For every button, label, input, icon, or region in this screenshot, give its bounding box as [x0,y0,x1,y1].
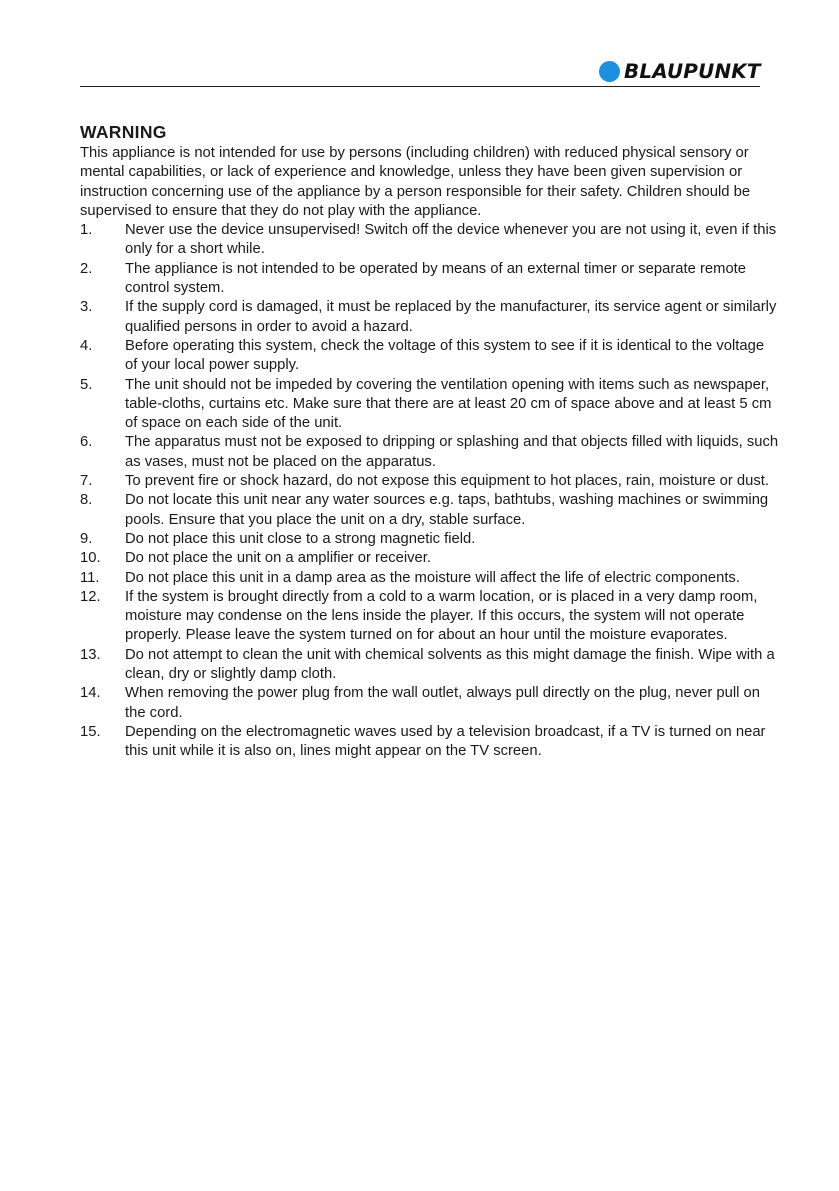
item-text: Do not place the unit on a amplifier or receiver. [125,550,431,567]
list-item [80,491,780,530]
item-text: Do not locate this unit near any water sources e.g. taps, bathtubs, washing machines or swimming pools. Ensure that you place the unit on a dry, stable surface. [125,492,769,528]
item-number: 6. [80,434,93,451]
item-text: Depending on the electromagnetic waves used by a television broadcast, if a TV is turned on near this unit while it is also on, lines might appear on the TV screen. [125,723,766,760]
list-item [80,684,780,723]
page-header [80,54,760,86]
item-number: 5. [80,376,93,393]
item-number: 7. [80,473,93,490]
item-text: The unit should not be impeded by covering the ventilation opening with items such as newspaper, table-cloths, curtains etc. Make sure that there are at least 20 cm of space above and at least 5 cm of space on each side of the unit. [125,376,772,432]
warning-heading: WARNING [80,122,167,142]
list-item [80,549,780,568]
item-text: When removing the power plug from the wall outlet, always pull directly on the plug, never pull on the cord. [125,685,760,721]
item-text: The apparatus must not be exposed to dripping or splashing and that objects filled with liquids, such as vases, must not be placed on the apparatus. [125,434,779,470]
item-number: 14. [80,685,101,702]
list-item [80,588,780,646]
item-text: If the supply cord is damaged, it must be replaced by the manufacturer, its service agent or similarly qualified persons in order to avoid a hazard. [125,299,777,335]
list-item [80,433,780,472]
item-number: 11. [80,569,100,586]
item-text: Never use the device unsupervised! Switch off the device whenever you are not using it, even if this only for a short while. [125,222,777,258]
item-number: 4. [80,337,93,354]
item-number: 13. [80,646,101,663]
item-number: 12. [80,588,101,605]
logo-dot-icon [599,61,620,82]
list-item [80,472,780,491]
item-text: To prevent fire or shock hazard, do not expose this equipment to hot places, rain, moisture or dust. [125,473,770,490]
item-number: 1. [80,222,93,239]
warning-list [80,221,780,761]
item-text: If the system is brought directly from a cold to a warm location, or is placed in a very damp room, moisture may condense on the lens inside the player. If this occurs, the system will not operate properly. Please leave the system turned on for about an hour until the moisture evaporates. [125,588,758,644]
item-text: The appliance is not intended to be operated by means of an external timer or separate remote control system. [125,260,747,297]
list-item [80,298,780,337]
item-text: Before operating this system, check the voltage of this system to see if it is identical to the voltage of your local power supply. [125,337,765,374]
list-item [80,569,780,588]
list-item [80,723,780,762]
item-number: 2. [80,260,93,277]
item-number: 9. [80,530,93,547]
list-item [80,530,780,549]
list-item [80,646,780,685]
warning-intro: This appliance is not intended for use by persons (including children) with reduced physical sensory or mental capabilities, or lack of experience and knowledge, unless they have been given supervision or instruction concerning use of the appliance by a person responsible for their safety. Children should be supervised to ensure that they do not play with the appliance. [80,145,751,219]
list-item [80,337,780,376]
item-number: 15. [80,723,101,740]
warning-section [80,121,780,762]
item-number: 10. [80,550,101,567]
item-number: 3. [80,299,93,316]
list-item [80,376,780,434]
item-text: Do not place this unit in a damp area as the moisture will affect the life of electric components. [125,569,740,586]
header-divider [80,86,760,87]
brand-name: BLAUPUNKT [624,60,761,83]
list-item [80,221,780,260]
item-text: Do not attempt to clean the unit with chemical solvents as this might damage the finish. Wipe with a clean, dry or slightly damp cloth. [125,646,775,683]
brand-logo [599,60,761,83]
list-item [80,260,780,299]
item-text: Do not place this unit close to a strong magnetic field. [125,530,476,547]
item-number: 8. [80,492,93,509]
